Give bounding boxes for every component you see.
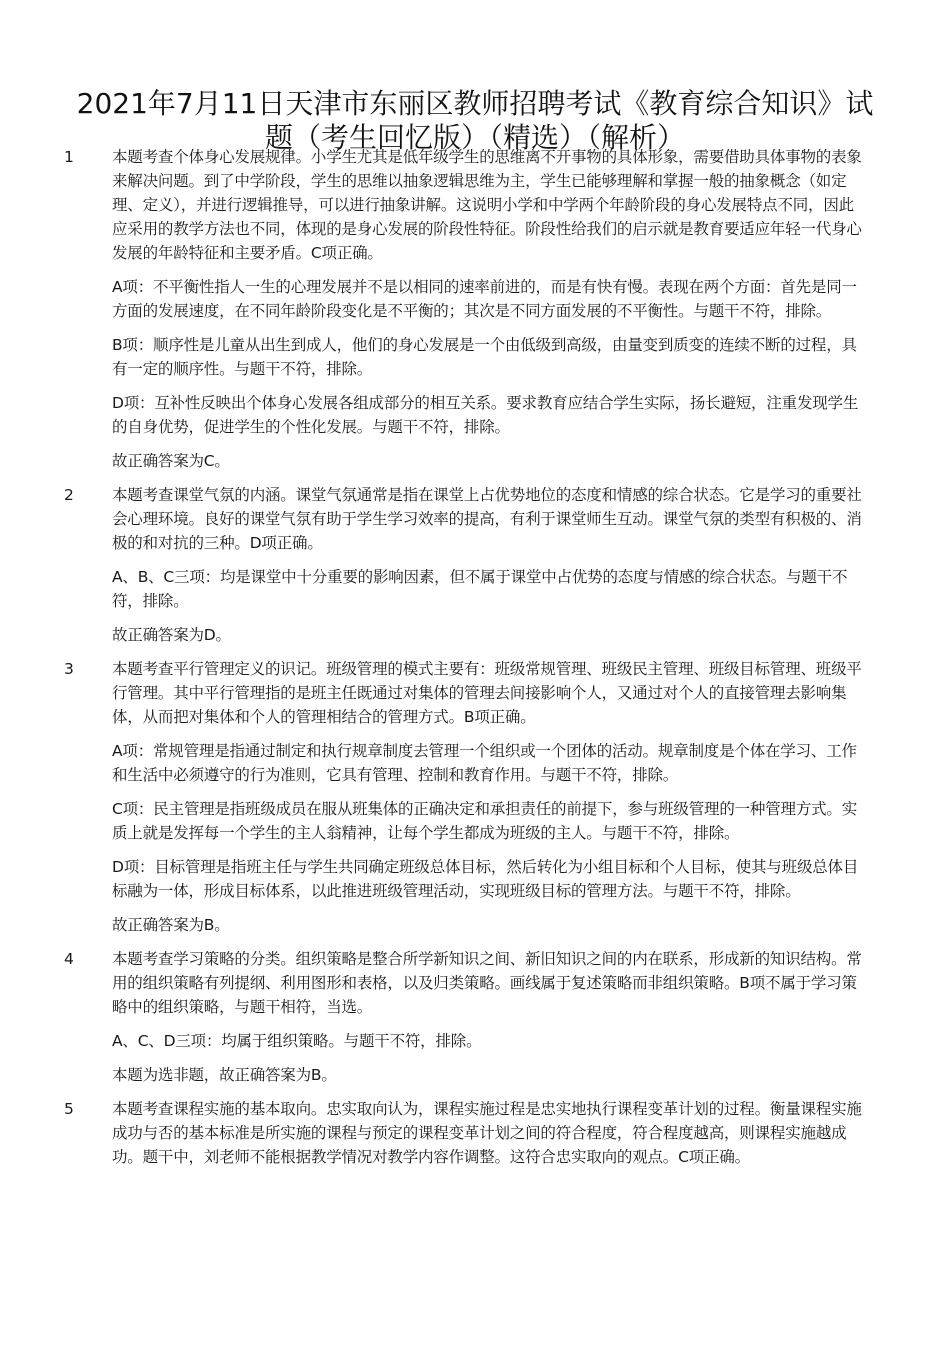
question-number: 5 [64,1100,74,1118]
question-number: 4 [64,950,74,968]
option-a-analysis: A项：常规管理是指通过制定和执行规章制度去管理一个组织或一个团体的活动。规章制度是个体在学习、工作和生活中必须遵守的行为准则，它具有管理、控制和教育作用。与题干不符，排除。 [112,742,857,784]
question-number: 1 [64,148,74,166]
option-a-analysis: A项：不平衡性指人一生的心理发展并不是以相同的速率前进的，而是有快有慢。表现在两个方面：首先是同一方面的发展速度，在不同年龄阶段变化是不平衡的；其次是不同方面发展的不平衡性。与题干不符，排除。 [112,278,857,320]
question-1 [0,145,950,473]
explanation-paragraph: 本题考查平行管理定义的识记。班级管理的模式主要有：班级常规管理、班级民主管理、班级目标管理、班级平行管理。其中平行管理指的是班主任既通过对集体的管理去间接影响个人，又通过对个人的直接管理去影响集体，从而把对集体和个人的管理相结合的管理方式。B项正确。 [112,660,862,726]
title-line-1: 2021年7月11日天津市东丽区教师招聘考试《教育综合知识》试 [76,86,874,120]
question-number: 2 [64,486,74,504]
explanation-paragraph: 本题考查学习策略的分类。组织策略是整合所学新知识之间、新旧知识之间的内在联系，形成新的知识结构。常用的组织策略有列提纲、利用图形和表格，以及归类策略。画线属于复述策略而非组织策略。B项不属于学习策略中的组织策略，与题干相符，当选。 [112,950,862,1016]
answer-line: 故正确答案为C。 [112,452,230,470]
question-4 [0,947,950,1087]
question-number: 3 [64,660,74,678]
question-5 [0,1097,950,1169]
question-2 [0,483,950,647]
question-3 [0,657,950,937]
answer-line: 本题为选非题，故正确答案为B。 [112,1066,337,1084]
answer-line: 故正确答案为B。 [112,916,230,934]
explanation-paragraph: 本题考查个体身心发展规律。小学生尤其是低年级学生的思维离不开事物的具体形象，需要借助具体事物的表象来解决问题。到了中学阶段，学生的思维以抽象逻辑思维为主，学生已能够理解和掌握一般的抽象概念（如定理、定义），并进行逻辑推导，可以进行抽象讲解。这说明小学和中学两个年龄阶段的身心发展特点不同，因此应采用的教学方法也不同，体现的是身心发展的阶段性特征。阶段性给我们的启示就是教育要适应年轻一代身心发展的年龄特征和主要矛盾。C项正确。 [112,148,862,262]
answer-line: 故正确答案为D。 [112,626,231,644]
title-line-2: 题（考生回忆版）（精选）（解析） [264,120,685,154]
explanation-paragraph: 本题考查课堂气氛的内涵。课堂气氛通常是指在课堂上占优势地位的态度和情感的综合状态。它是学习的重要社会心理环境。良好的课堂气氛有助于学生学习效率的提高，有利于课堂师生互动。课堂气氛的类型有积极的、消极的和对抗的三种。D项正确。 [112,486,862,552]
option-d-analysis: D项：互补性反映出个体身心发展各组成部分的相互关系。要求教育应结合学生实际，扬长避短，注重发现学生的自身优势，促进学生的个性化发展。与题干不符，排除。 [112,394,859,436]
options-acd-analysis: A、C、D三项：均属于组织策略。与题干不符，排除。 [112,1032,482,1050]
explanation-paragraph: 本题考查课程实施的基本取向。忠实取向认为，课程实施过程是忠实地执行课程变革计划的过程。衡量课程实施成功与否的基本标准是所实施的课程与预定的课程变革计划之间的符合程度，符合程度越高，则课程实施越成功。题干中，刘老师不能根据教学情况对教学内容作调整。这符合忠实取向的观点。C项正确。 [112,1100,862,1166]
option-b-analysis: B项：顺序性是儿童从出生到成人，他们的身心发展是一个由低级到高级，由量变到质变的连续不断的过程，具有一定的顺序性。与题干不符，排除。 [112,336,857,378]
document-body [0,145,950,1179]
option-d-analysis: D项：目标管理是指班主任与学生共同确定班级总体目标，然后转化为小组目标和个人目标，使其与班级总体目标融为一体，形成目标体系，以此推进班级管理活动，实现班级目标的管理方法。与题干不符，排除。 [112,858,859,900]
options-abc-analysis: A、B、C三项：均是课堂中十分重要的影响因素，但不属于课堂中占优势的态度与情感的综合状态。与题干不符，排除。 [112,568,848,610]
option-c-analysis: C项：民主管理是指班级成员在服从班集体的正确决定和承担责任的前提下，参与班级管理的一种管理方式。实质上就是发挥每一个学生的主人翁精神，让每个学生都成为班级的主人。与题干不符，排除。 [112,800,858,842]
